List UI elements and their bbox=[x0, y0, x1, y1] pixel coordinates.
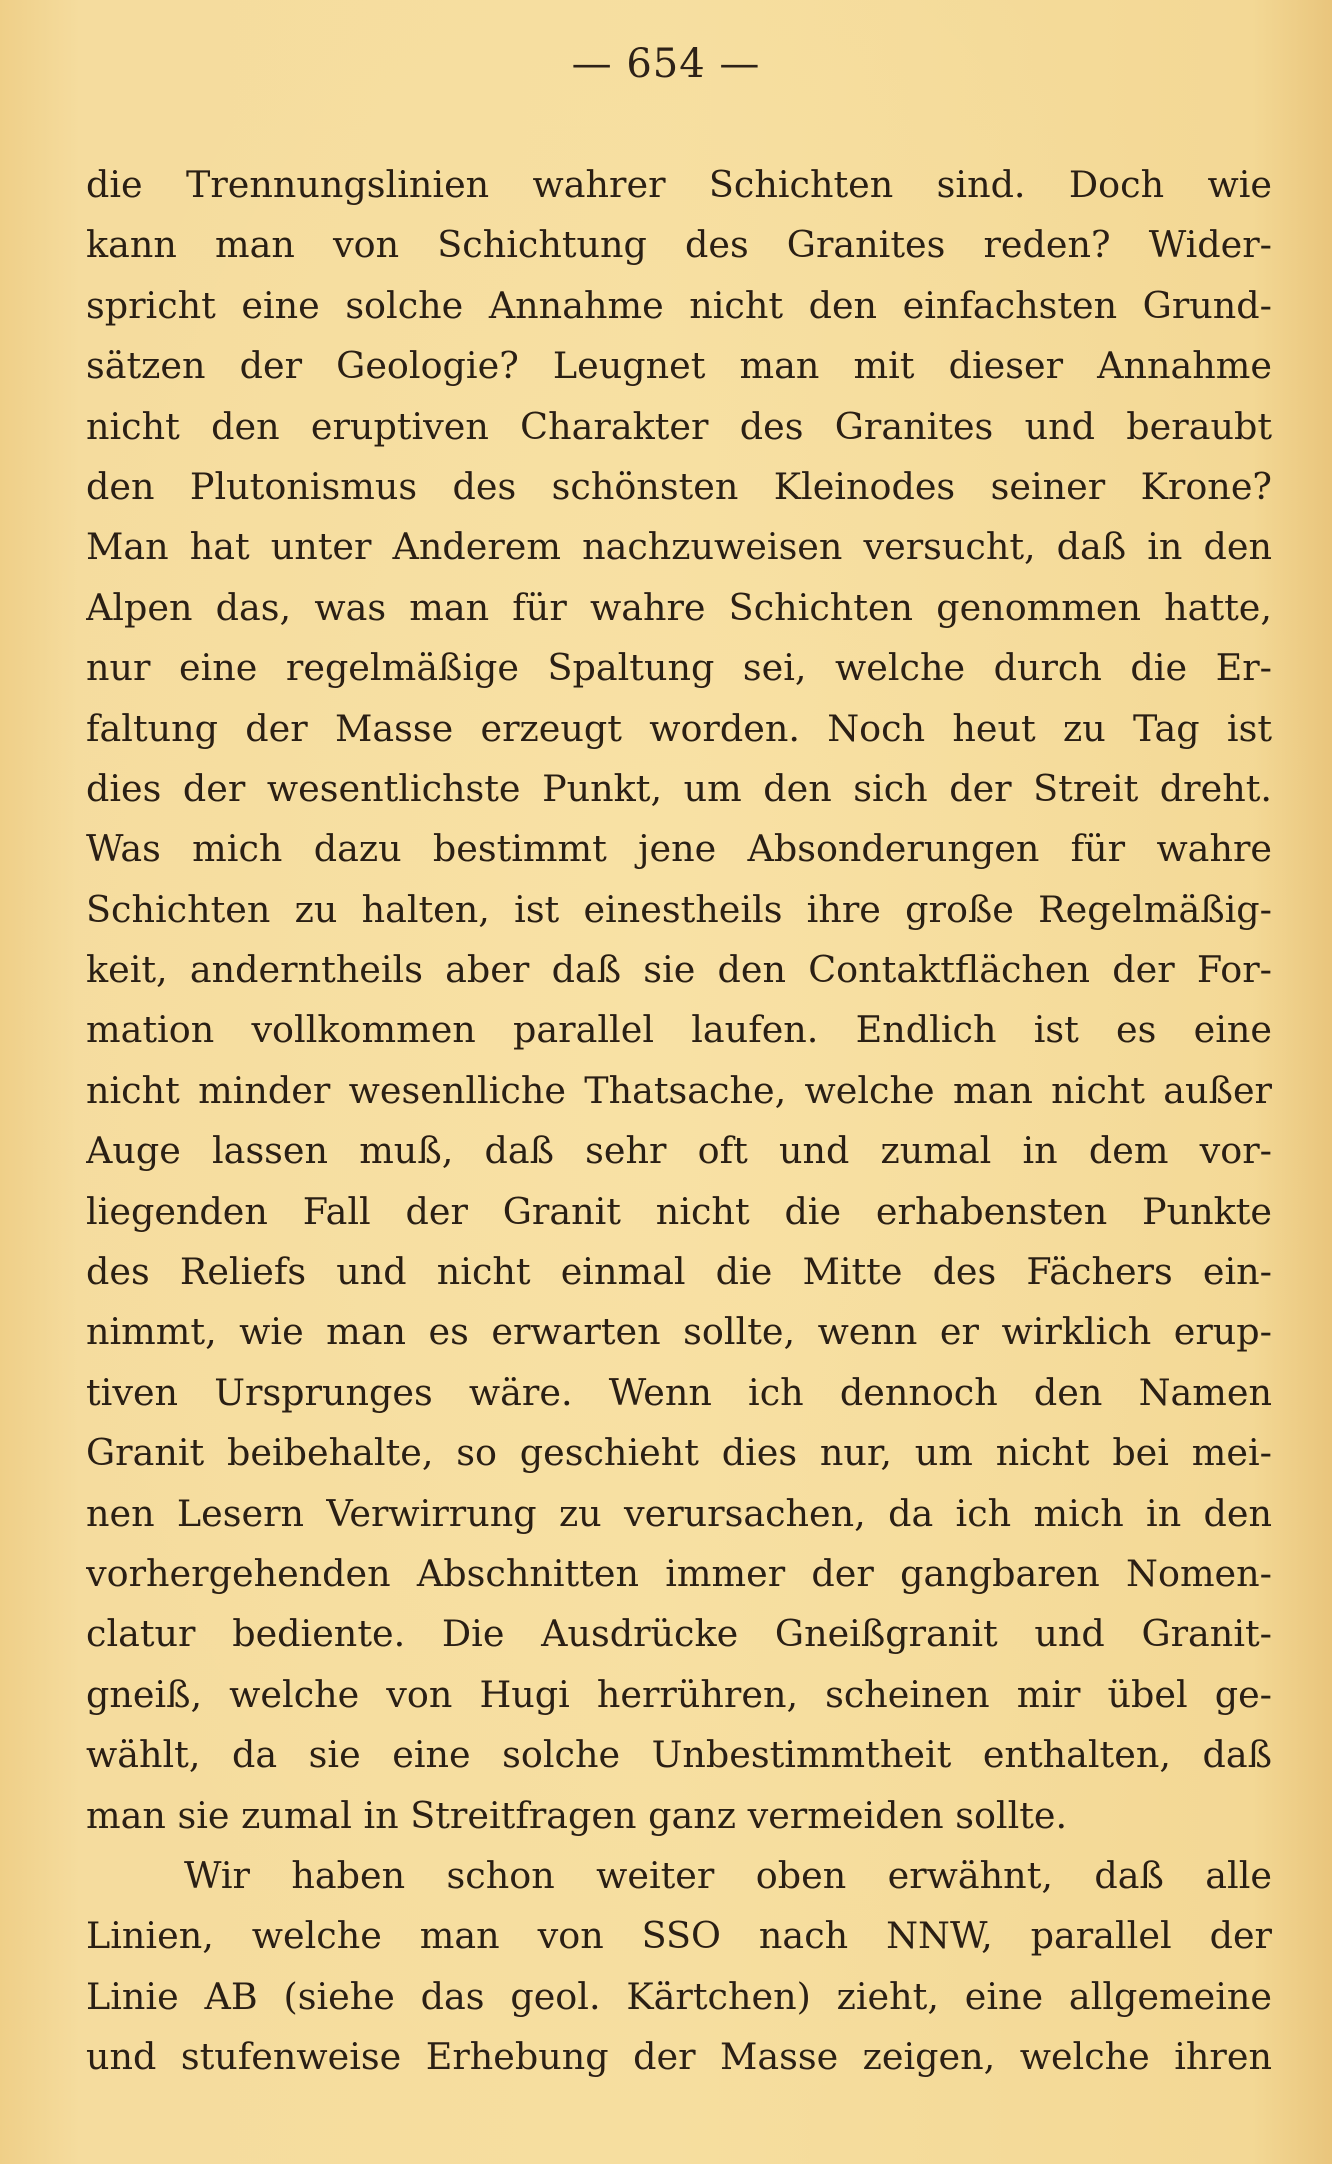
text-line: faltung der Masse erzeugt worden. Noch heut zu Tag ist bbox=[86, 706, 1272, 750]
paragraph-end-line: man sie zumal in Streitfragen ganz vermeiden sollte. bbox=[86, 1793, 1068, 1837]
text-line: nur eine regelmäßige Spaltung sei, welche durch die Er- bbox=[86, 646, 1272, 690]
text-line: spricht eine solche Annahme nicht den einfachsten Grund- bbox=[86, 283, 1272, 327]
text-line: und stufenweise Erhebung der Masse zeigen, welche ihren bbox=[86, 2035, 1272, 2079]
page-number: — 654 — bbox=[571, 41, 761, 87]
text-line: Auge lassen muß, daß sehr oft und zumal in dem vor- bbox=[86, 1129, 1272, 1173]
text-line: nimmt, wie man es erwarten sollte, wenn er wirklich erup- bbox=[86, 1310, 1272, 1354]
text-line: wählt, da sie eine solche Unbestimmtheit enthalten, daß bbox=[86, 1733, 1272, 1777]
body-text bbox=[86, 155, 1272, 2088]
text-line: nen Lesern Verwirrung zu verursachen, da ich mich in den bbox=[86, 1491, 1272, 1535]
text-line: nicht minder wesenlliche Thatsache, welche man nicht außer bbox=[86, 1068, 1272, 1112]
text-line: kann man von Schichtung des Granites reden? Wider- bbox=[86, 223, 1272, 267]
text-line: Schichten zu halten, ist einestheils ihre große Regelmäßig- bbox=[86, 887, 1272, 931]
text-line: nicht den eruptiven Charakter des Granites und beraubt bbox=[86, 404, 1272, 448]
text-line: tiven Ursprunges wäre. Wenn ich dennoch den Namen bbox=[86, 1370, 1272, 1414]
text-line: Alpen das, was man für wahre Schichten genommen hatte, bbox=[86, 585, 1272, 629]
text-line: liegenden Fall der Granit nicht die erhabensten Punkte bbox=[86, 1189, 1272, 1233]
text-line: den Plutonismus des schönsten Kleinodes seiner Krone? bbox=[86, 464, 1272, 508]
text-line: die Trennungslinien wahrer Schichten sind. Doch wie bbox=[86, 163, 1272, 206]
text-line: Was mich dazu bestimmt jene Absonderungen für wahre bbox=[86, 827, 1272, 871]
text-line: Linie AB (siehe das geol. Kärtchen) zieht, eine allgemeine bbox=[86, 1974, 1272, 2018]
text-line: keit, anderntheils aber daß sie den Contaktflächen der For- bbox=[86, 948, 1272, 992]
text-line: dies der wesentlichste Punkt, um den sich der Streit dreht. bbox=[86, 766, 1272, 810]
text-line: Granit beibehalte, so geschieht dies nur, um nicht bei mei- bbox=[86, 1431, 1272, 1475]
paragraph-start-line: Wir haben schon weiter oben erwähnt, daß alle bbox=[184, 1853, 1272, 1897]
text-line: vorhergehenden Abschnitten immer der gangbaren Nomen- bbox=[86, 1551, 1272, 1595]
text-line: clatur bediente. Die Ausdrücke Gneißgranit und Granit- bbox=[86, 1612, 1272, 1656]
text-line: Linien, welche man von SSO nach NNW, parallel der bbox=[86, 1914, 1272, 1958]
text-line: mation vollkommen parallel laufen. Endlich ist es eine bbox=[86, 1008, 1272, 1052]
text-line: gneiß, welche von Hugi herrühren, scheinen mir übel ge- bbox=[86, 1672, 1272, 1716]
text-line: Man hat unter Anderem nachzuweisen versucht, daß in den bbox=[86, 525, 1272, 569]
text-line: des Reliefs und nicht einmal die Mitte des Fächers ein- bbox=[86, 1250, 1272, 1294]
text-line: sätzen der Geologie? Leugnet man mit dieser Annahme bbox=[86, 344, 1272, 388]
